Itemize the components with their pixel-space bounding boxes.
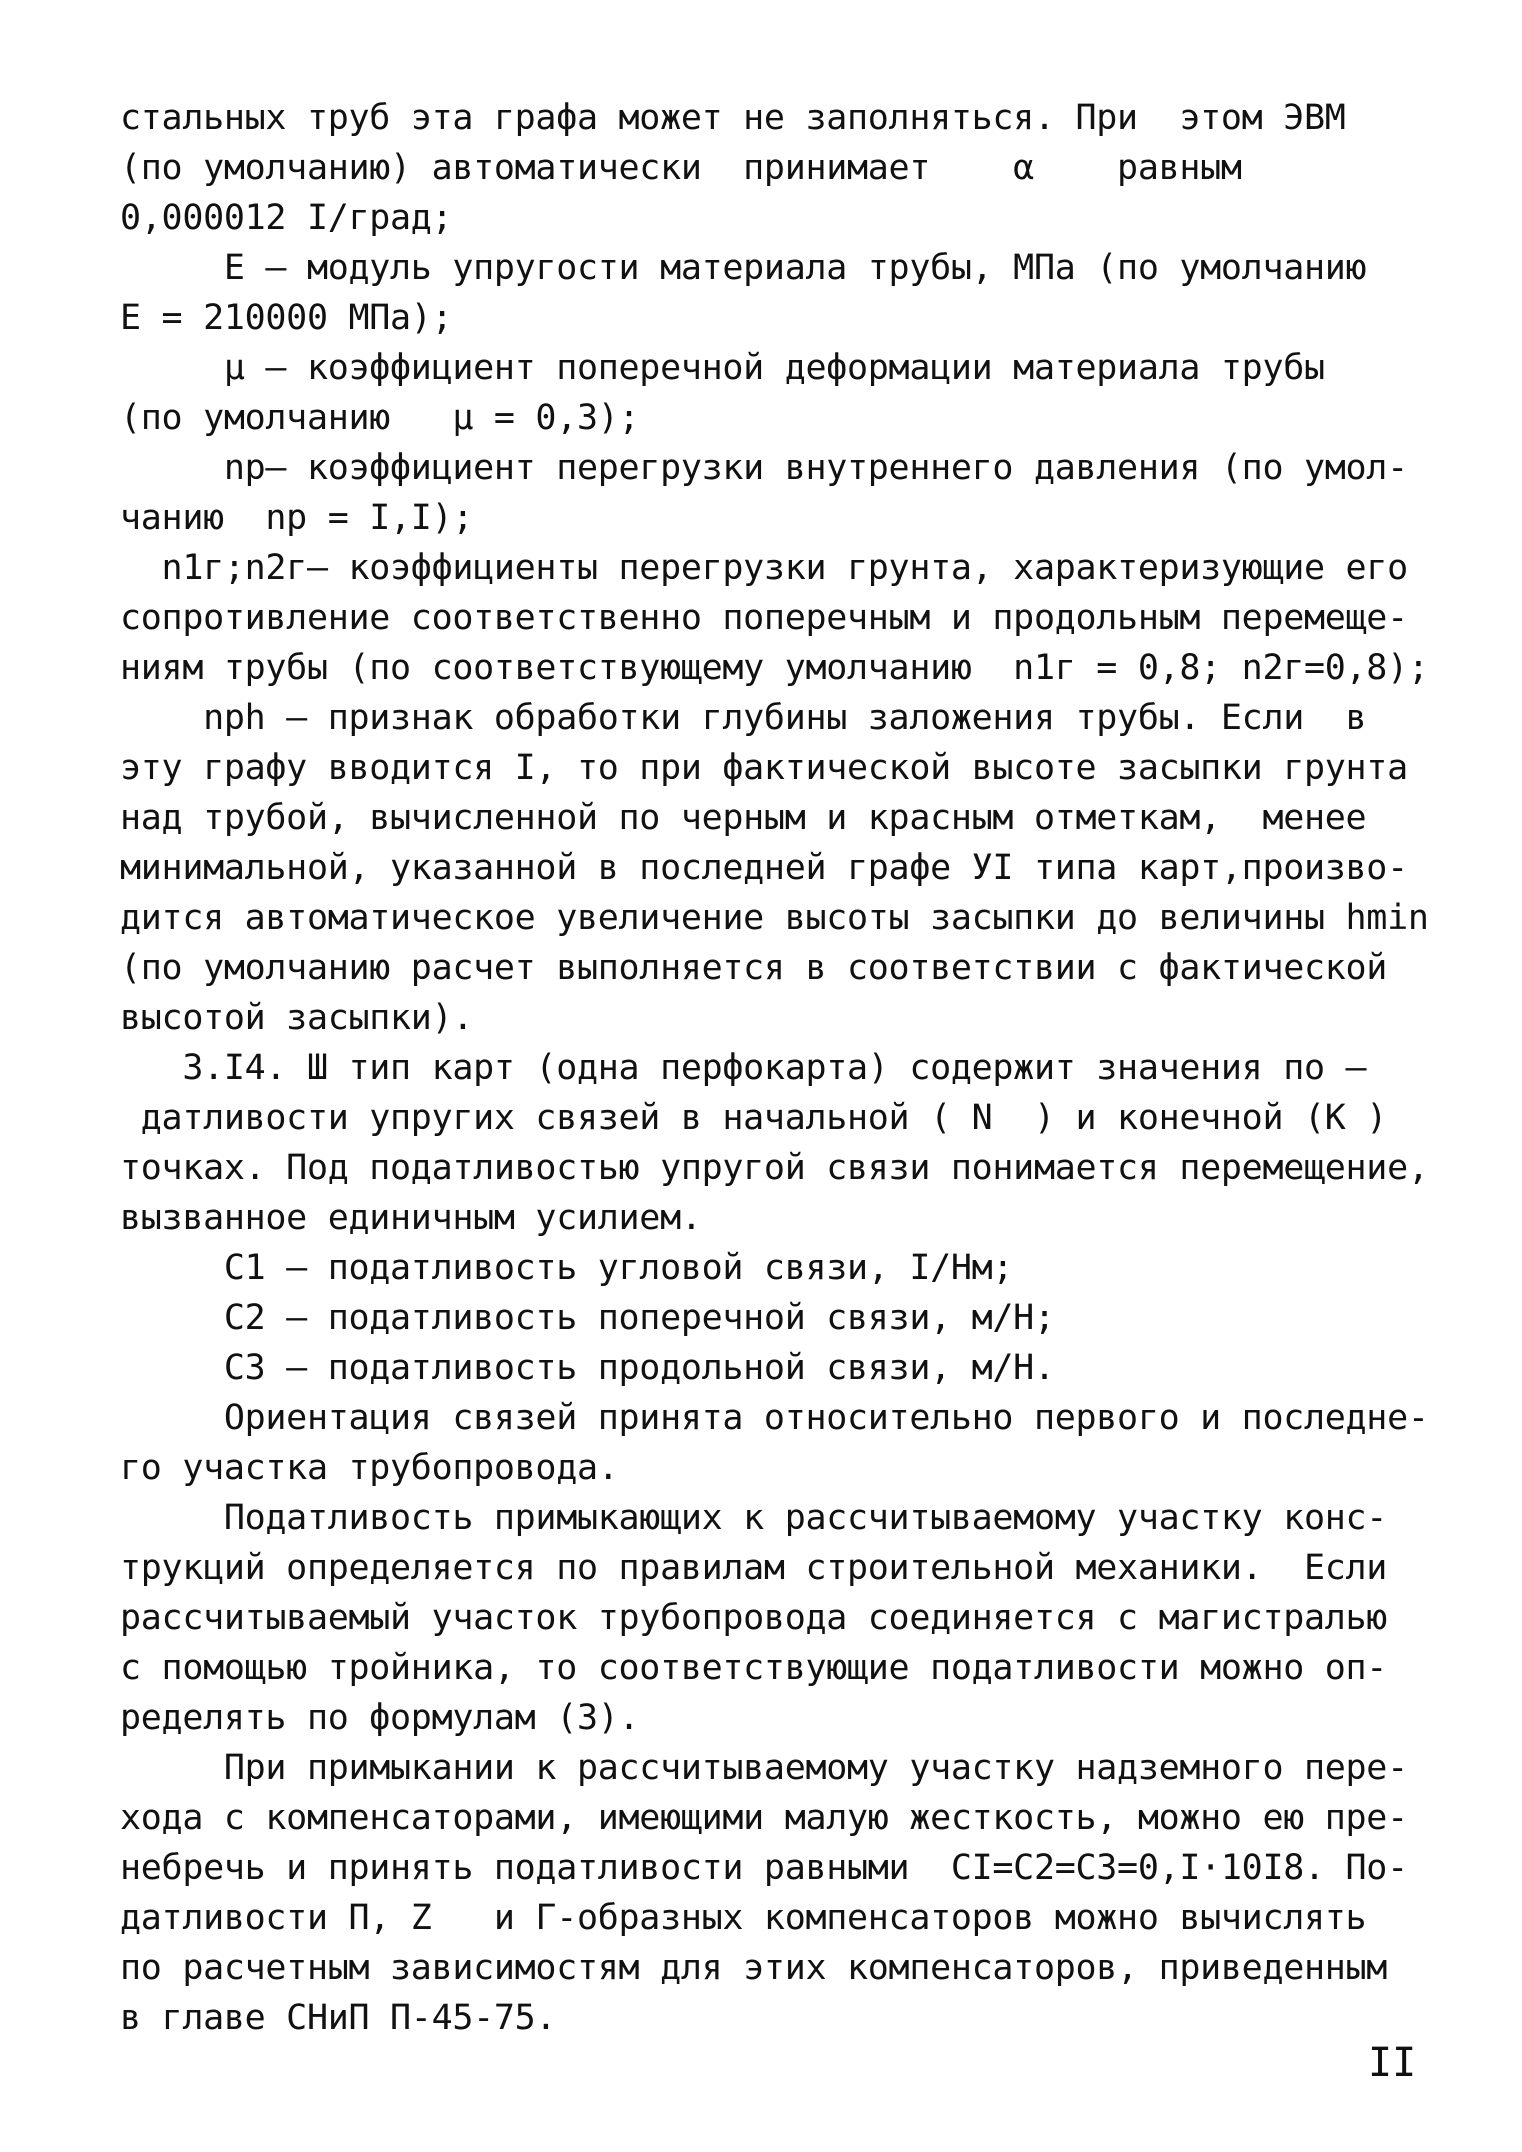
text-line: рассчитываемый участок трубопровода соединяется с магистралью xyxy=(120,1598,1388,1638)
text-line: хода с компенсаторами, имеющими малую жесткость, можно ею пре- xyxy=(120,1798,1408,1838)
text-line: При примыкании к рассчитываемому участку надземного пере- xyxy=(120,1748,1408,1788)
text-line: чанию nр = I,I); xyxy=(120,498,474,538)
text-line: (по умолчанию расчет выполняется в соответствии с фактической xyxy=(120,948,1388,988)
text-line: дится автоматическое увеличение высоты засыпки до величины hmin xyxy=(120,898,1429,938)
text-line: датливости П, Z и Г-образных компенсаторов можно вычислять xyxy=(120,1898,1367,1938)
text-line: сопротивление соответственно поперечным и продольным перемеще- xyxy=(120,598,1408,638)
text-line: (по умолчанию μ = 0,3); xyxy=(120,398,640,438)
text-line: Податливость примыкающих к рассчитываемому участку конс- xyxy=(120,1498,1388,1538)
text-line: вызванное единичным усилием. xyxy=(120,1198,702,1238)
text-line: C3 – податливость продольной связи, м/Н. xyxy=(120,1348,1055,1388)
text-line: ниям трубы (по соответствующему умолчанию n1г = 0,8; n2г=0,8); xyxy=(120,648,1429,688)
text-line: в главе СНиП П-45-75. xyxy=(120,1998,557,2038)
text-line: Ориентация связей принята относительно первого и последне- xyxy=(120,1398,1429,1438)
text-line: nр– коэффициент перегрузки внутреннего давления (по умол- xyxy=(120,448,1408,488)
text-line: E – модуль упругости материала трубы, МПа (по умолчанию xyxy=(120,248,1367,288)
text-line: эту графу вводится I, то при фактической высоте засыпки грунта xyxy=(120,748,1408,788)
text-line: небречь и принять податливости равными CI=C2=C3=0,I·10I8. По- xyxy=(120,1848,1408,1888)
text-line: минимальной, указанной в последней графе УI типа карт,произво- xyxy=(120,848,1408,888)
text-line: 3.I4. Ш тип карт (одна перфокарта) содержит значения по – xyxy=(120,1048,1367,1088)
text-line: ределять по формулам (3). xyxy=(120,1698,640,1738)
text-line: по расчетным зависимостям для этих компенсаторов, приведенным xyxy=(120,1948,1388,1988)
text-line: μ – коэффициент поперечной деформации материала трубы xyxy=(120,348,1325,388)
text-line: точках. Под податливостью упругой связи понимается перемещение, xyxy=(120,1148,1429,1188)
text-line: датливости упругих связей в начальной ( N ) и конечной (К ) xyxy=(120,1098,1388,1138)
text-line: E = 210000 МПа); xyxy=(120,298,453,338)
text-line: nрh – признак обработки глубины заложения трубы. Если в xyxy=(120,698,1367,738)
text-line: 0,000012 I/град; xyxy=(120,198,453,238)
text-line: трукций определяется по правилам строительной механики. Если xyxy=(120,1548,1388,1588)
text-line: C2 – податливость поперечной связи, м/Н; xyxy=(120,1298,1055,1338)
text-line: (по умолчанию) автоматически принимает α равным xyxy=(120,148,1242,188)
text-line: n1г;n2г– коэффициенты перегрузки грунта, характеризующие его xyxy=(120,548,1408,588)
page-number: II xyxy=(1368,2040,1417,2086)
text-line: над трубой, вычисленной по черным и красным отметкам, менее xyxy=(120,798,1367,838)
text-line: стальных труб эта графа может не заполняться. При этом ЭВМ xyxy=(120,98,1346,138)
text-line: высотой засыпки). xyxy=(120,998,474,1038)
text-line: с помощью тройника, то соответствующие податливости можно оп- xyxy=(120,1648,1388,1688)
text-line: C1 – податливость угловой связи, I/Нм; xyxy=(120,1248,1014,1288)
text-line: го участка трубопровода. xyxy=(120,1448,619,1488)
